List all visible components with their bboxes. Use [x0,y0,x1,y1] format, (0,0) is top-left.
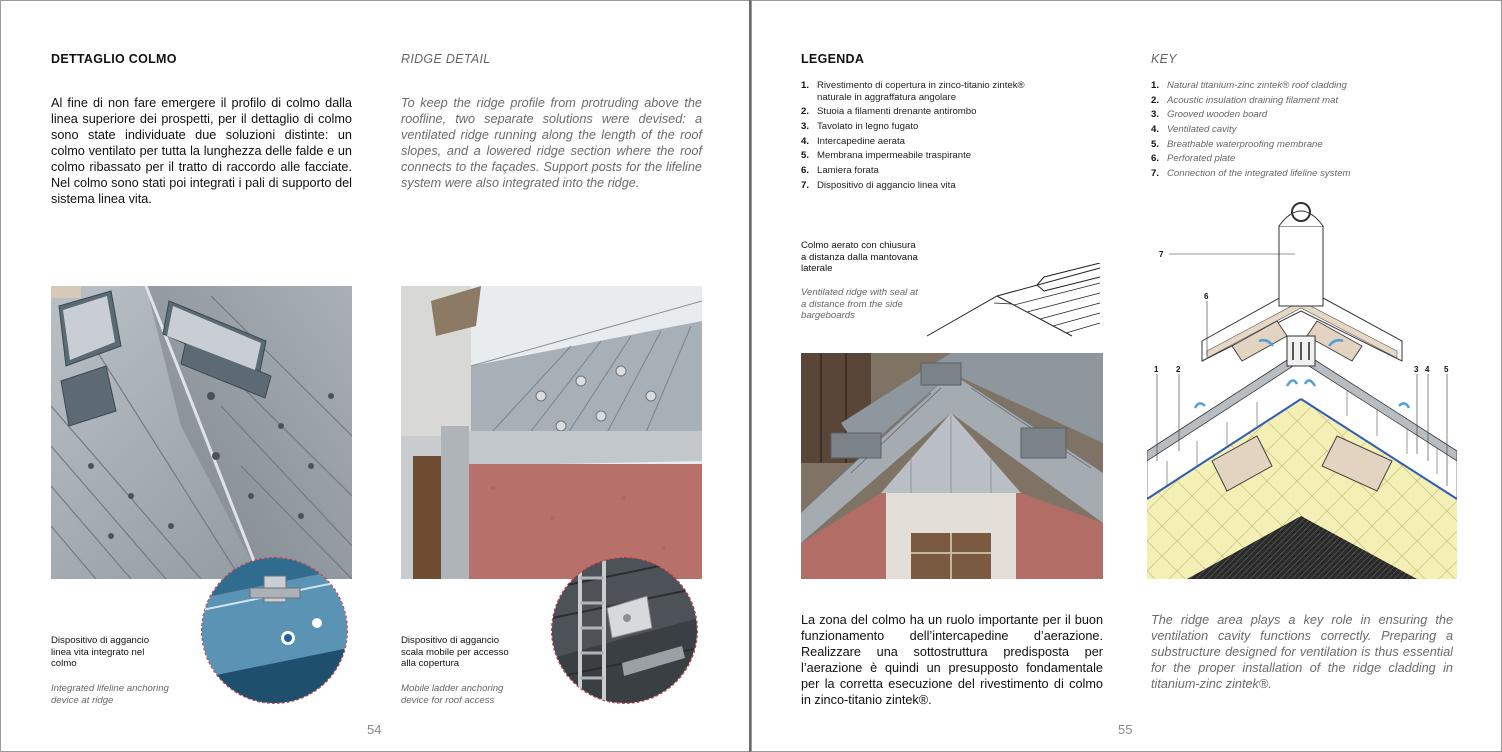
legend-item: 5. Membrana impermeabile traspirante [801,150,972,162]
legend-item: 7. Connection of the integrated lifeline system [1151,168,1351,180]
legend-heading-it: LEGENDA [801,52,865,66]
legend-item: 2. Acoustic insulation draining filament mat [1151,94,1339,106]
heading-ridge-detail-en: RIDGE DETAIL [401,52,491,66]
inset-lifeline-anchor [201,557,348,704]
diagram-label-6: 6 [1204,292,1209,301]
legend-item: 6. Lamiera forata [801,164,879,176]
page-number: 54 [367,722,382,737]
heading-ridge-detail-it: DETTAGLIO COLMO [51,52,177,66]
diagram-label-4: 4 [1425,365,1430,374]
legend-item: 4. Ventilated cavity [1151,124,1237,136]
photo-roof-ladder-anchors [401,286,702,579]
sketch-caption-en: Ventilated ridge with seal at a distance from the side bargeboards [801,287,918,321]
right-page [751,0,1502,752]
body-text-en: To keep the ridge profile from protruding above the roofline, two separate solutions were devised: a ventilated ridge running along the length of the roof slopes, and a lowered ridge section where the roof connects to the façades. Support posts for the lifeline system were also integrated into the ridge. [401,96,702,190]
legend-heading-en: KEY [1151,52,1177,66]
ridge-sketch-drawing [922,263,1104,341]
sketch-caption-it: Colmo aerato con chiusura a distanza dalla mantovana laterale [801,240,918,274]
diagram-label-2: 2 [1176,365,1181,374]
caption2-it: Dispositivo di aggancio scala mobile per accesso alla copertura [401,635,509,669]
legend-item: 6. Perforated plate [1151,153,1236,165]
legend-item: 7. Dispositivo di aggancio linea vita [801,179,956,191]
diagram-label-7: 7 [1159,250,1164,259]
caption2-en: Mobile ladder anchoring device for roof access [401,683,504,706]
ridge-section-diagram [1147,196,1457,581]
body-text-it: La zona del colmo ha un ruolo importante per il buon funzionamento dell’intercapedine d’aerazione. Realizzare una sottostruttura predisposta per l’aerazione è quindi un presupposto fondamentale per la corretta esecuzione del rivestimento di colmo in zinco-titanio zintek®. [801,613,1103,707]
legend-list-it [801,80,1056,194]
inset-ladder-anchor [551,557,698,704]
legend-item: 3. Grooved wooden board [1151,109,1268,121]
photo-ridge-gable [801,353,1103,579]
legend-item: 2. Stuoia a filamenti drenante antirombo [801,106,977,118]
legend-item: 5. Breathable waterproofing membrane [1151,138,1323,150]
diagram-label-3: 3 [1414,365,1419,374]
legend-list-en [1151,80,1451,183]
caption1-it: Dispositivo di aggancio linea vita integrato nel colmo [51,635,150,669]
diagram-label-5: 5 [1444,365,1449,374]
page-number: 55 [1118,722,1133,737]
legend-item: 1. Rivestimento di copertura in zinco-titanio zintek® naturale in aggraffatura angolare [801,80,1025,103]
legend-item: 3. Tavolato in legno fugato [801,120,919,132]
photo-zinc-roof-ridge [51,286,352,579]
legend-item: 4. Intercapedine aerata [801,135,906,147]
caption1-en: Integrated lifeline anchoring device at ridge [51,683,169,706]
legend-item: 1. Natural titanium-zinc zintek® roof cladding [1151,80,1347,91]
body-text-it: Al fine di non fare emergere il profilo di colmo dalla linea superiore dei prospetti, per il dettaglio di colmo sono state individuate due soluzioni distinte: un colmo ventilato per tutta la lunghezza delle falde e un colmo ribassato per il tratto di raccordo alle facciate. Nel colmo sono stati poi integrati i pali di supporto del sistema linea vita. [51,96,352,206]
body-text-en: The ridge area plays a key role in ensuring the ventilation cavity functions correctly. Preparing a substructure designed for ventilation is thus essential for the proper installation of the ridge cladding in titanium-zinc zintek®. [1151,613,1453,691]
diagram-label-1: 1 [1154,365,1159,374]
